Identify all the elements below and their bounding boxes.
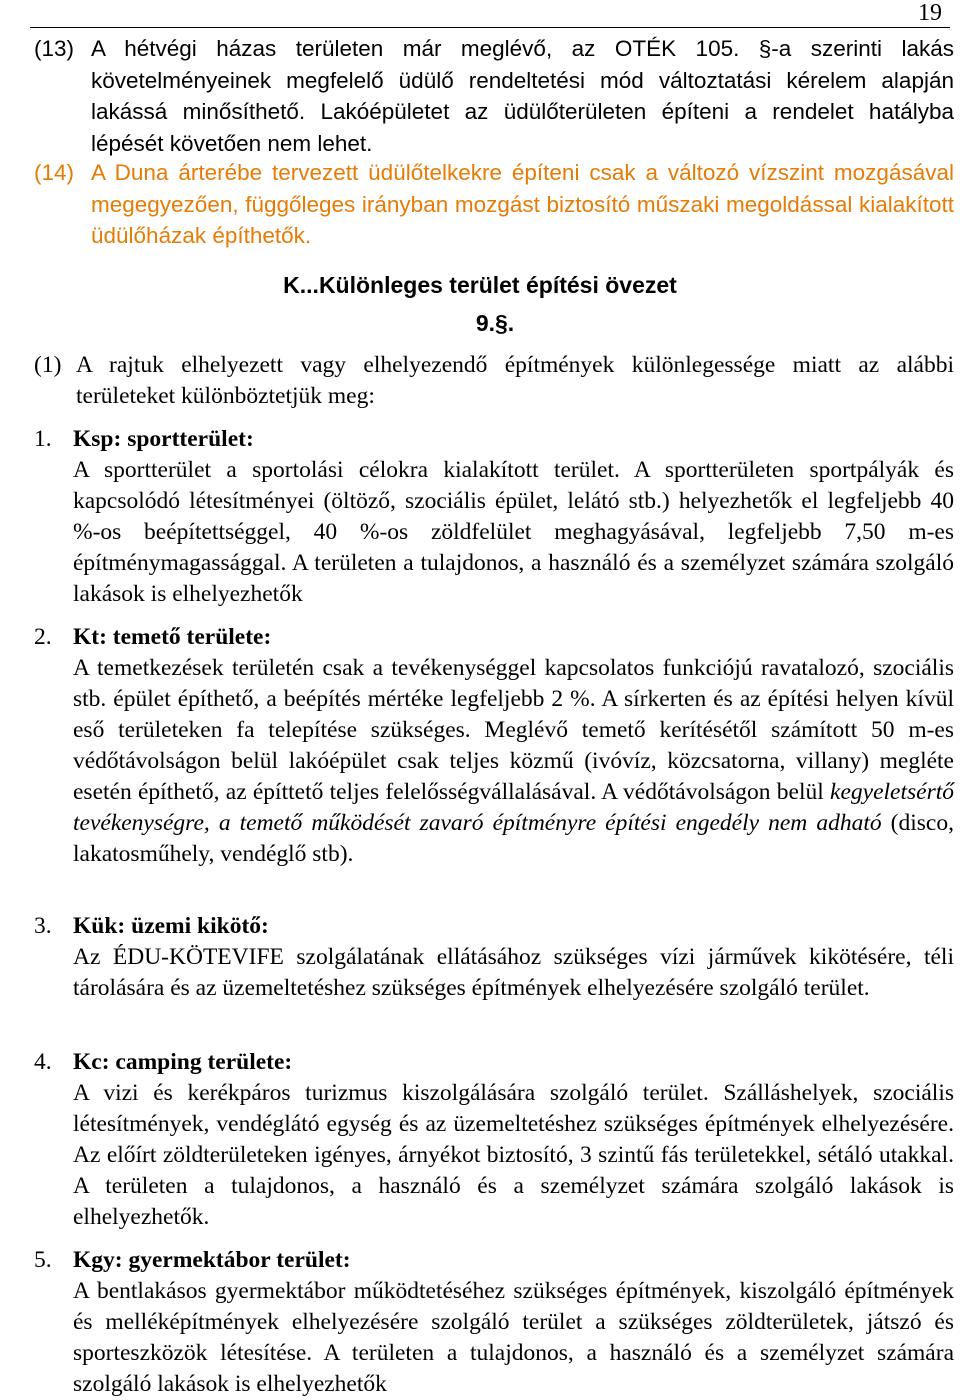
paragraph-label: (1) bbox=[34, 352, 62, 378]
paragraph-1 bbox=[34, 350, 954, 412]
section-number: 9.§. bbox=[475, 310, 515, 336]
item-heading: Kt: temető területe: bbox=[73, 624, 272, 650]
list-item bbox=[34, 424, 954, 610]
item-text bbox=[73, 653, 954, 870]
paragraph-text: A hétvégi házas területen már meglévő, az OTÉK 105. §-a szerinti lakás követelményeinek megfelelő üdülő rendeltetési mód változtatási kérelem alapján lakássá minősíthető. Lakóépületet az üdülőterületen építeni a rendelet hatályba lépését követően nem lehet. bbox=[91, 36, 954, 156]
list-item bbox=[34, 1245, 954, 1400]
paragraph-14 bbox=[34, 157, 954, 252]
item-number: 1. bbox=[34, 426, 52, 452]
item-number: 4. bbox=[34, 1049, 52, 1075]
item-text: A bentlakásos gyermektábor működtetéséhez szükséges építmények, kiszolgáló építmények és melléképítmények elhelyezésére szolgáló terület a szükséges zöldterületek, játszó és sporteszközök létesítése. A területen a tulajdonos, a használó és a személyzet számára szolgáló lakások is elhelyezhetők bbox=[73, 1278, 954, 1397]
section-title: K...Különleges terület építési övezet bbox=[283, 272, 677, 298]
list-item bbox=[34, 911, 954, 1004]
paragraph-label: (14) bbox=[34, 160, 75, 185]
paragraph-13 bbox=[34, 33, 954, 159]
item-number: 5. bbox=[34, 1247, 52, 1273]
paragraph-label: (13) bbox=[34, 36, 75, 61]
header-rule bbox=[30, 27, 950, 28]
page-number: 19 bbox=[918, 0, 942, 26]
paragraph-text: A Duna árterébe tervezett üdülőtelkekre építeni csak a változó vízszint mozgásával megegyezően, függőleges irányban mozgást biztosító műszaki megoldással kialakított üdülőházak építhetők. bbox=[91, 160, 954, 248]
item-heading: Kgy: gyermektábor terület: bbox=[73, 1247, 351, 1273]
item-heading: Kc: camping területe: bbox=[73, 1049, 293, 1075]
item-text: A vizi és kerékpáros turizmus kiszolgálására szolgáló terület. Szálláshelyek, szociális létesítmények, vendéglátó egység és az üzemeltetéshez szükséges építmények elhelyezésére. Az előírt zöldterületeken igényes, árnyékot biztosító, 3 szintű fás területekkel, sétáló utakkal. A területen a tulajdonos, a használó és a személyzet számára szolgáló lakások is elhelyezhetők. bbox=[73, 1080, 954, 1230]
item-heading: Kük: üzemi kikötő: bbox=[73, 913, 269, 939]
item-text-italic: kegyeletsértő tevékenységre, a temető működését zavaró építményre építési engedély nem adható bbox=[73, 779, 954, 836]
item-text: A sportterület a sportolási célokra kialakított terület. A sportterületen sportpályák és kapcsolódó létesítményei (öltöző, szociális épület, lelátó stb.) helyezhetők el legfeljebb 40 %-os beépítettséggel, 40 %-os zöldfelület meghagyásával, legfeljebb 7,50 m-es építménymagassággal. A területen a tulajdonos, a használó és a személyzet számára szolgáló lakások is elhelyezhetők bbox=[73, 457, 954, 607]
item-heading: Ksp: sportterület: bbox=[73, 426, 254, 452]
item-text-part: A temetkezések területén csak a tevékenységgel kapcsolatos funkciójú ravatalozó, szociális stb. épület építhető, a beépítés mértéke legfeljebb 2 %. A sírkerten és az építési helyen kívül eső területeken fa telepítése szükséges. Meglévő temető kerítésétől számított 50 m-es védőtávolságon belül lakóépület csak teljes közmű (ivóvíz, közcsatorna, villany) megléte esetén építhető, az építtető teljes felelősségvállalásával. A védőtávolságon belül bbox=[73, 655, 954, 805]
item-text: Az ÉDU-KÖTEVIFE szolgálatának ellátásához szükséges vízi járművek kikötésére, téli tárolására és az üzemeltetéshez szükséges építmények elhelyezésére szolgáló terület. bbox=[73, 944, 954, 1001]
item-text-part: (disco, lakatosműhely, vendéglő stb). bbox=[73, 810, 954, 867]
paragraph-text: A rajtuk elhelyezett vagy elhelyezendő építmények különlegessége miatt az alábbi területeket különböztetjük meg: bbox=[76, 352, 954, 409]
item-number: 2. bbox=[34, 624, 52, 650]
item-number: 3. bbox=[34, 913, 52, 939]
list-item bbox=[34, 622, 954, 870]
list-item bbox=[34, 1047, 954, 1233]
